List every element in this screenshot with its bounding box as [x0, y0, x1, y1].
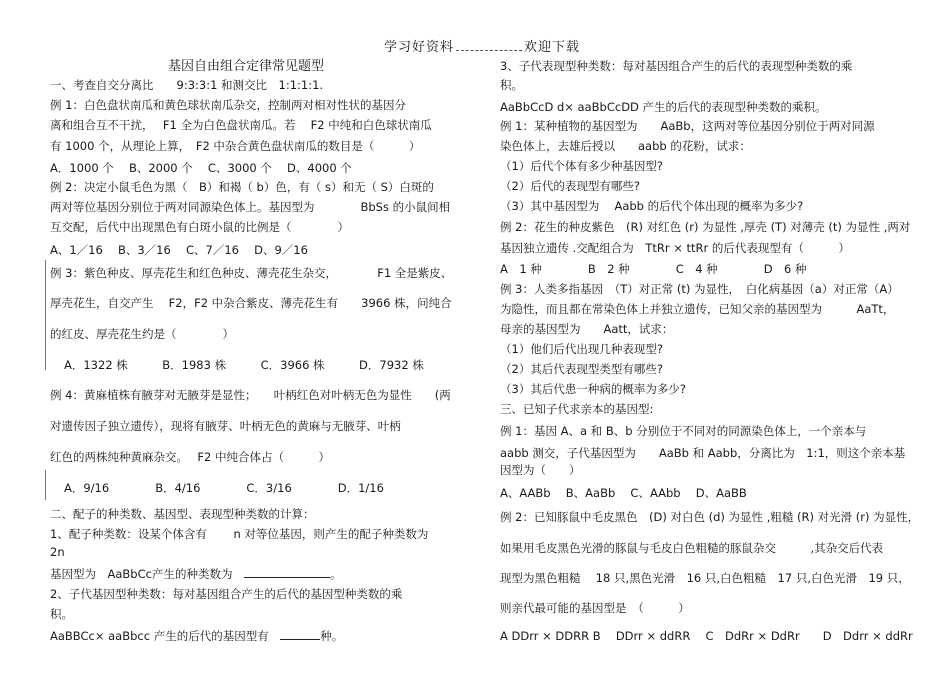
- text-line: 例 1：基因 A、a 和 B、b 分别位于不同对的同源染色体上，一个亲本与: [500, 424, 867, 438]
- header-right-text: 欢迎下载: [524, 40, 581, 55]
- question-item: （1）他们后代出现几种表现型?: [500, 342, 663, 356]
- text-line: 厚壳花生，自交产生 F2，F2 中杂合紫皮、薄壳花生有 3966 株，问纯合: [50, 296, 452, 310]
- fill-blank-text: AaBBCc× aaBbcc 产生的后代的基因型有: [50, 629, 281, 643]
- text-line: 例 4：黄麻植株有腋芽对无腋芽是显性； 叶柄红色对叶柄无色为显性 (两: [50, 388, 451, 402]
- fill-blank-line: [50, 628, 343, 643]
- text-line: 2、子代基因型种类数：每对基因组合产生的后代的基因型种类数的乘: [50, 587, 403, 601]
- answer-options: A．9/16 B．4/16 C．3/16 D．1/16: [64, 481, 384, 495]
- text-line: 基因独立遗传 .交配组合为 TtRr × ttRr 的后代表现型有（ ）: [500, 241, 850, 255]
- fill-blank-end: 。: [329, 567, 342, 581]
- question-item: （2）其后代表现型类型有哪些?: [500, 362, 663, 376]
- document-title: 基因自由组合定律常见题型: [168, 59, 325, 74]
- text-line: 互交配，后代中出现黑色有白斑小鼠的比例是（ ）: [50, 220, 349, 234]
- text-line: 积。: [50, 607, 73, 621]
- answer-blank: [280, 628, 320, 640]
- answer-blank: [244, 566, 330, 578]
- answer-options: A DDrr × DDRR B DDrr × ddRR C DdRr × DdRr D Ddrr × ddRr: [500, 629, 913, 643]
- text-line: 现型为黑色粗糙 18 只,黑色光滑 16 只,白色粗糙 17 只,白色光滑 19 只，: [500, 571, 910, 585]
- text-line: 例 2：已知豚鼠中毛皮黑色 (D) 对白色 (d) 为显性 ,粗糙 (R) 对光滑 (r) 为显性，: [500, 510, 920, 524]
- bracket-line: [45, 260, 46, 370]
- text-line: 有 1000 个，从理论上算， F2 中杂合黄色盘状南瓜的数目是（ ）: [50, 139, 421, 153]
- question-item: （3）其后代患一种病的概率为多少?: [500, 382, 686, 396]
- text-line: 例 2：决定小鼠毛色为黑（ B）和褐（ b）色，有（ s）和无（ S）白斑的: [50, 180, 434, 194]
- text-line: 3、子代表现型种类数：每对基因组合产生的后代的表现型种类数的乘: [500, 59, 853, 73]
- section-one-heading: 一、考查自交分离比 9:3:3:1 和测交比 1:1:1:1.: [50, 78, 324, 92]
- fill-blank-end: 种。: [320, 629, 344, 643]
- answer-options: A．1322 株 B．1983 株 C．3966 株 D．7932 株: [64, 358, 424, 372]
- answer-options: A、1／16 B、3／16 C、7／16 D、9／16: [50, 243, 308, 257]
- text-line: 为隐性，而且都在常染色体上并独立遗传，已知父亲的基因型为 AaTt，: [500, 302, 895, 316]
- question-item: （2）后代的表现型有哪些?: [500, 179, 640, 193]
- page-header: [384, 36, 580, 55]
- answer-options: A 1 种 B 2 种 C 4 种 D 6 种: [500, 262, 807, 276]
- bracket-line: [45, 470, 46, 500]
- question-item: （1）后代个体有多少种基因型?: [500, 159, 663, 173]
- text-line: 两对等位基因分别位于两对同源染色体上。基因型为 BbSs 的小鼠间相: [50, 200, 451, 214]
- text-line: AaBbCcD d× aaBbCcDD 产生的后代的表现型种类数的乘积。: [500, 100, 827, 114]
- text-line: 1、配子种类数：设某个体含有 n 对等位基因，则产生的配子种类数为: [50, 527, 429, 541]
- header-dashed-gap: [456, 41, 522, 51]
- text-line: 因型为（ ）: [500, 463, 581, 477]
- text-line: 例 3：紫色种皮、厚壳花生和红色种皮、薄壳花生杂交， F1 全是紫皮、: [50, 266, 453, 280]
- text-line: 例 2：花生的种皮紫色 (R) 对红色 (r) 为显性 ,厚壳 (T) 对薄壳 (t) 为显性 ,两对: [500, 220, 911, 234]
- question-item: （3）其中基因型为 Aabb 的后代个体出现的概率为多少?: [500, 199, 804, 213]
- text-line: 如果用毛皮黑色光滑的豚鼠与毛皮白色粗糙的豚鼠杂交 ,其杂交后代表: [500, 541, 884, 555]
- fill-blank-line: [50, 566, 341, 581]
- fill-blank-text: 基因型为 AaBbCc产生的种类数为: [50, 567, 244, 581]
- text-line: 红色的两株纯种黄麻杂交。 F2 中纯合体占（ ）: [50, 450, 330, 464]
- text-line: 例 3：人类多指基因 （T）对正常 (t) 为显性， 白化病基因（a）对正常（A）: [500, 282, 899, 296]
- header-left-text: 学习好资料: [384, 40, 455, 55]
- section-two-heading: 二、配子的种类数、基因型、表现型种类数的计算：: [50, 507, 315, 521]
- text-line: 则亲代最可能的基因型是 （ ）: [500, 601, 690, 615]
- text-line: 母亲的基因型为 Aatt，试求：: [500, 322, 674, 336]
- text-line: 2n: [50, 545, 65, 559]
- text-line: 离和组合互不干扰， F1 全为白色盘状南瓜。若 F2 中纯和白色球状南瓜: [50, 118, 432, 132]
- answer-options: A．1000 个 B、2000 个 C、3000 个 D、4000 个: [50, 161, 352, 175]
- text-line: 例 1：某种植物的基因型为 AaBb，这两对等位基因分别位于两对同源: [500, 119, 875, 133]
- answer-options: A、AABb B、AaBb C、AAbb D、AaBB: [500, 486, 747, 500]
- text-line: 对遗传因子独立遗传），现将有腋芽、叶柄无色的黄麻与无腋芽、叶柄: [50, 419, 401, 433]
- text-line: 的红皮、厚壳花生约是（ ）: [50, 327, 234, 341]
- text-line: 染色体上，去雄后授以 aabb 的花粉，试求：: [500, 139, 751, 153]
- section-three-heading: 三、已知子代求亲本的基因型:: [500, 402, 654, 416]
- text-line: 例 1：白色盘状南瓜和黄色球状南瓜杂交，控制两对相对性状的基因分: [50, 98, 406, 112]
- text-line: 积。: [500, 78, 523, 92]
- text-line: aabb 测交，子代基因型为 AaBb 和 Aabb，分离比为 1:1，则这个亲本基: [500, 446, 906, 460]
